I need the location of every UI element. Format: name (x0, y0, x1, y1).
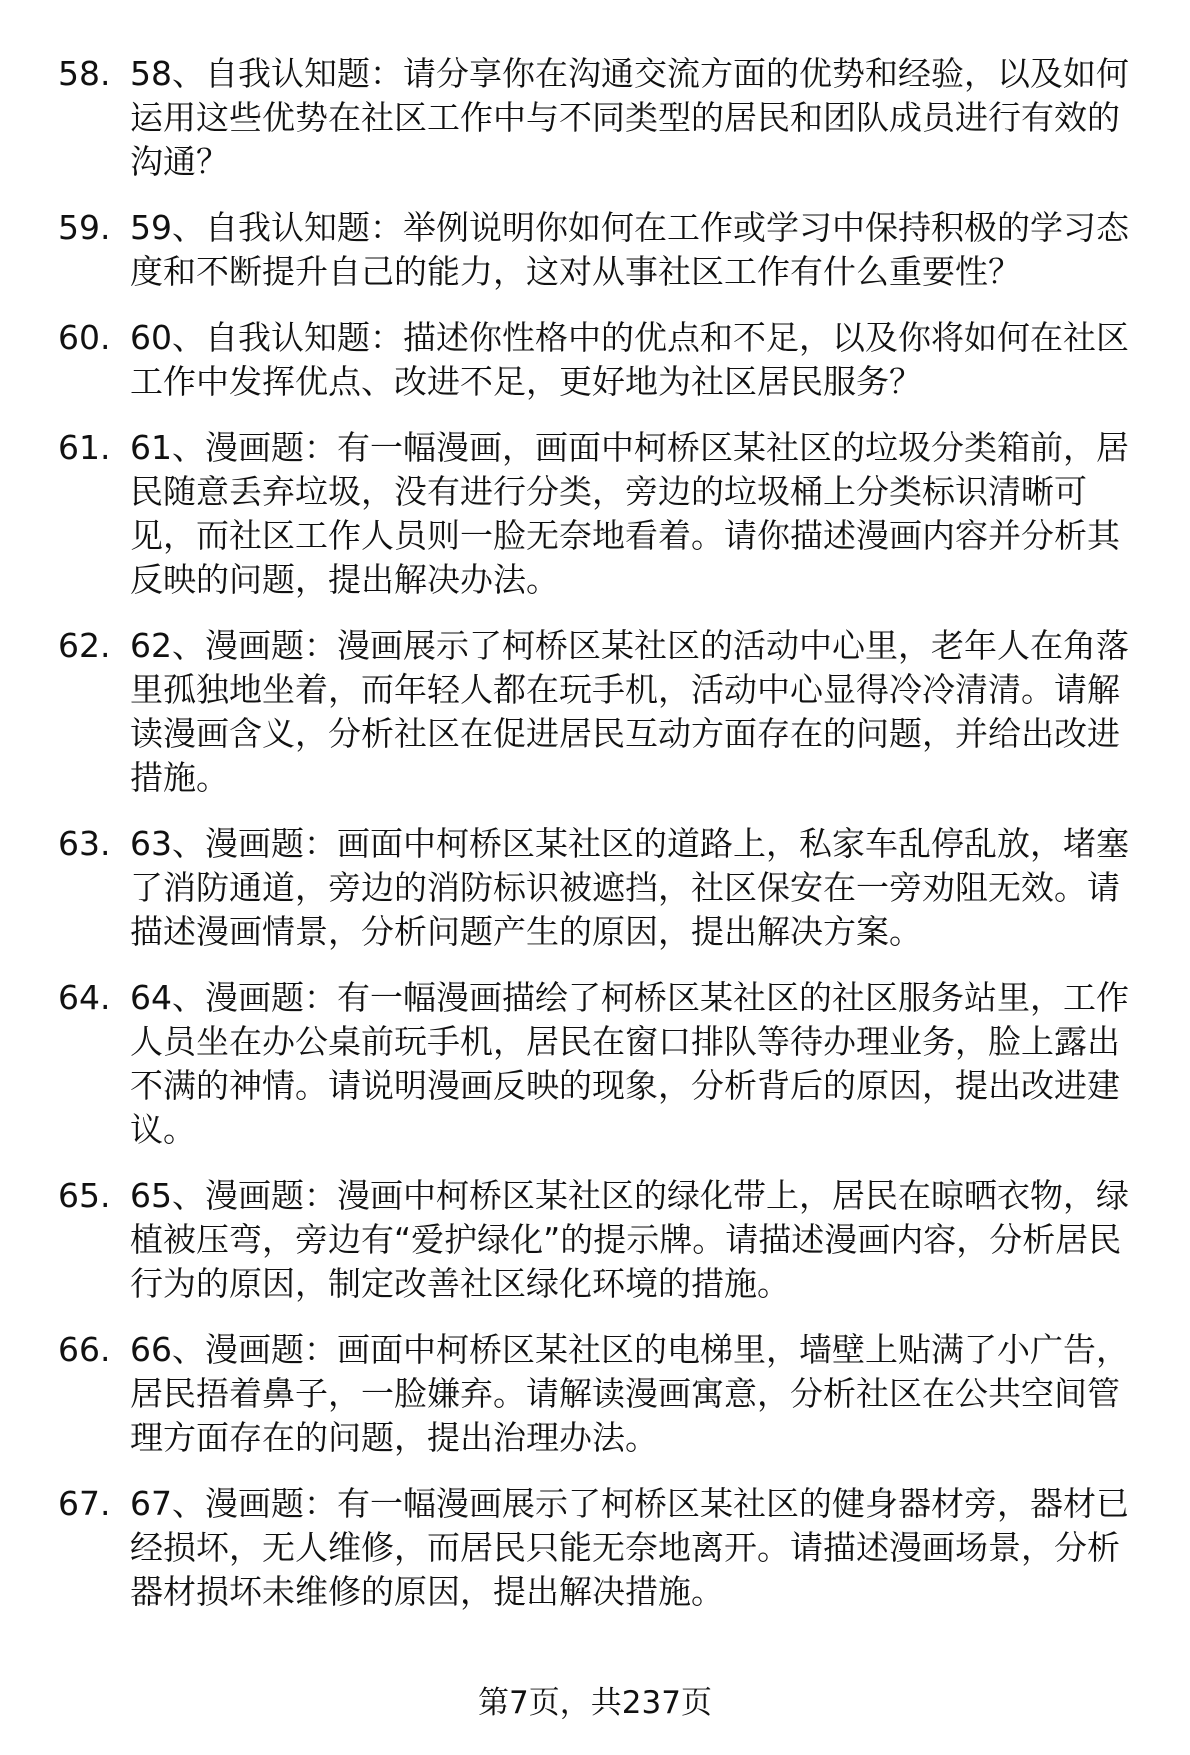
question-number: 63. (58, 824, 111, 863)
question-text: 58、自我认知题：请分享你在沟通交流方面的优势和经验，以及如何运用这些优势在社区工作中与不同类型的居民和团队成员进行有效的沟通？ (130, 54, 1129, 181)
question-number: 59. (58, 208, 111, 247)
question-text: 62、漫画题：漫画展示了柯桥区某社区的活动中心里，老年人在角落里孤独地坐着，而年轻人都在玩手机，活动中心显得冷冷清清。请解读漫画含义，分析社区在促进居民互动方面存在的问题，并给出改进措施。 (130, 626, 1129, 797)
question-text: 63、漫画题：画面中柯桥区某社区的道路上，私家车乱停乱放，堵塞了消防通道，旁边的消防标识被遮挡，社区保安在一旁劝阻无效。请描述漫画情景，分析问题产生的原因，提出解决方案。 (130, 824, 1129, 951)
question-number: 67. (58, 1484, 111, 1523)
question-item-66 (58, 1328, 1143, 1460)
question-number: 62. (58, 626, 111, 665)
question-text: 67、漫画题：有一幅漫画展示了柯桥区某社区的健身器材旁，器材已经损坏，无人维修，而居民只能无奈地离开。请描述漫画场景，分析器材损坏未维修的原因，提出解决措施。 (130, 1484, 1129, 1611)
question-text: 60、自我认知题：描述你性格中的优点和不足，以及你将如何在社区工作中发挥优点、改进不足，更好地为社区居民服务？ (130, 318, 1129, 401)
question-number: 66. (58, 1330, 111, 1369)
question-number: 58. (58, 54, 111, 93)
question-item-63 (58, 822, 1143, 954)
page-number-label: 第7页，共237页 (478, 1685, 712, 1721)
question-list (58, 52, 1143, 1636)
question-text: 64、漫画题：有一幅漫画描绘了柯桥区某社区的社区服务站里，工作人员坐在办公桌前玩手机，居民在窗口排队等待办理业务，脸上露出不满的神情。请说明漫画反映的现象，分析背后的原因，提出改进建议。 (130, 978, 1129, 1149)
question-item-60 (58, 316, 1143, 404)
question-item-59 (58, 206, 1143, 294)
question-number: 60. (58, 318, 111, 357)
question-number: 61. (58, 428, 111, 467)
question-item-64 (58, 976, 1143, 1152)
question-item-61 (58, 426, 1143, 602)
question-item-62 (58, 624, 1143, 800)
question-text: 66、漫画题：画面中柯桥区某社区的电梯里，墙壁上贴满了小广告，居民捂着鼻子，一脸嫌弃。请解读漫画寓意，分析社区在公共空间管理方面存在的问题，提出治理办法。 (130, 1330, 1129, 1457)
question-item-67 (58, 1482, 1143, 1614)
question-text: 65、漫画题：漫画中柯桥区某社区的绿化带上，居民在晾晒衣物，绿植被压弯，旁边有“爱护绿化”的提示牌。请描述漫画内容，分析居民行为的原因，制定改善社区绿化环境的措施。 (130, 1176, 1129, 1303)
question-item-65 (58, 1174, 1143, 1306)
question-number: 64. (58, 978, 111, 1017)
question-text: 59、自我认知题：举例说明你如何在工作或学习中保持积极的学习态度和不断提升自己的能力，这对从事社区工作有什么重要性？ (130, 208, 1129, 291)
page-footer (0, 1683, 1190, 1723)
question-text: 61、漫画题：有一幅漫画，画面中柯桥区某社区的垃圾分类箱前，居民随意丢弃垃圾，没有进行分类，旁边的垃圾桶上分类标识清晰可见，而社区工作人员则一脸无奈地看着。请你描述漫画内容并分析其反映的问题，提出解决办法。 (130, 428, 1129, 599)
question-number: 65. (58, 1176, 111, 1215)
question-item-58 (58, 52, 1143, 184)
